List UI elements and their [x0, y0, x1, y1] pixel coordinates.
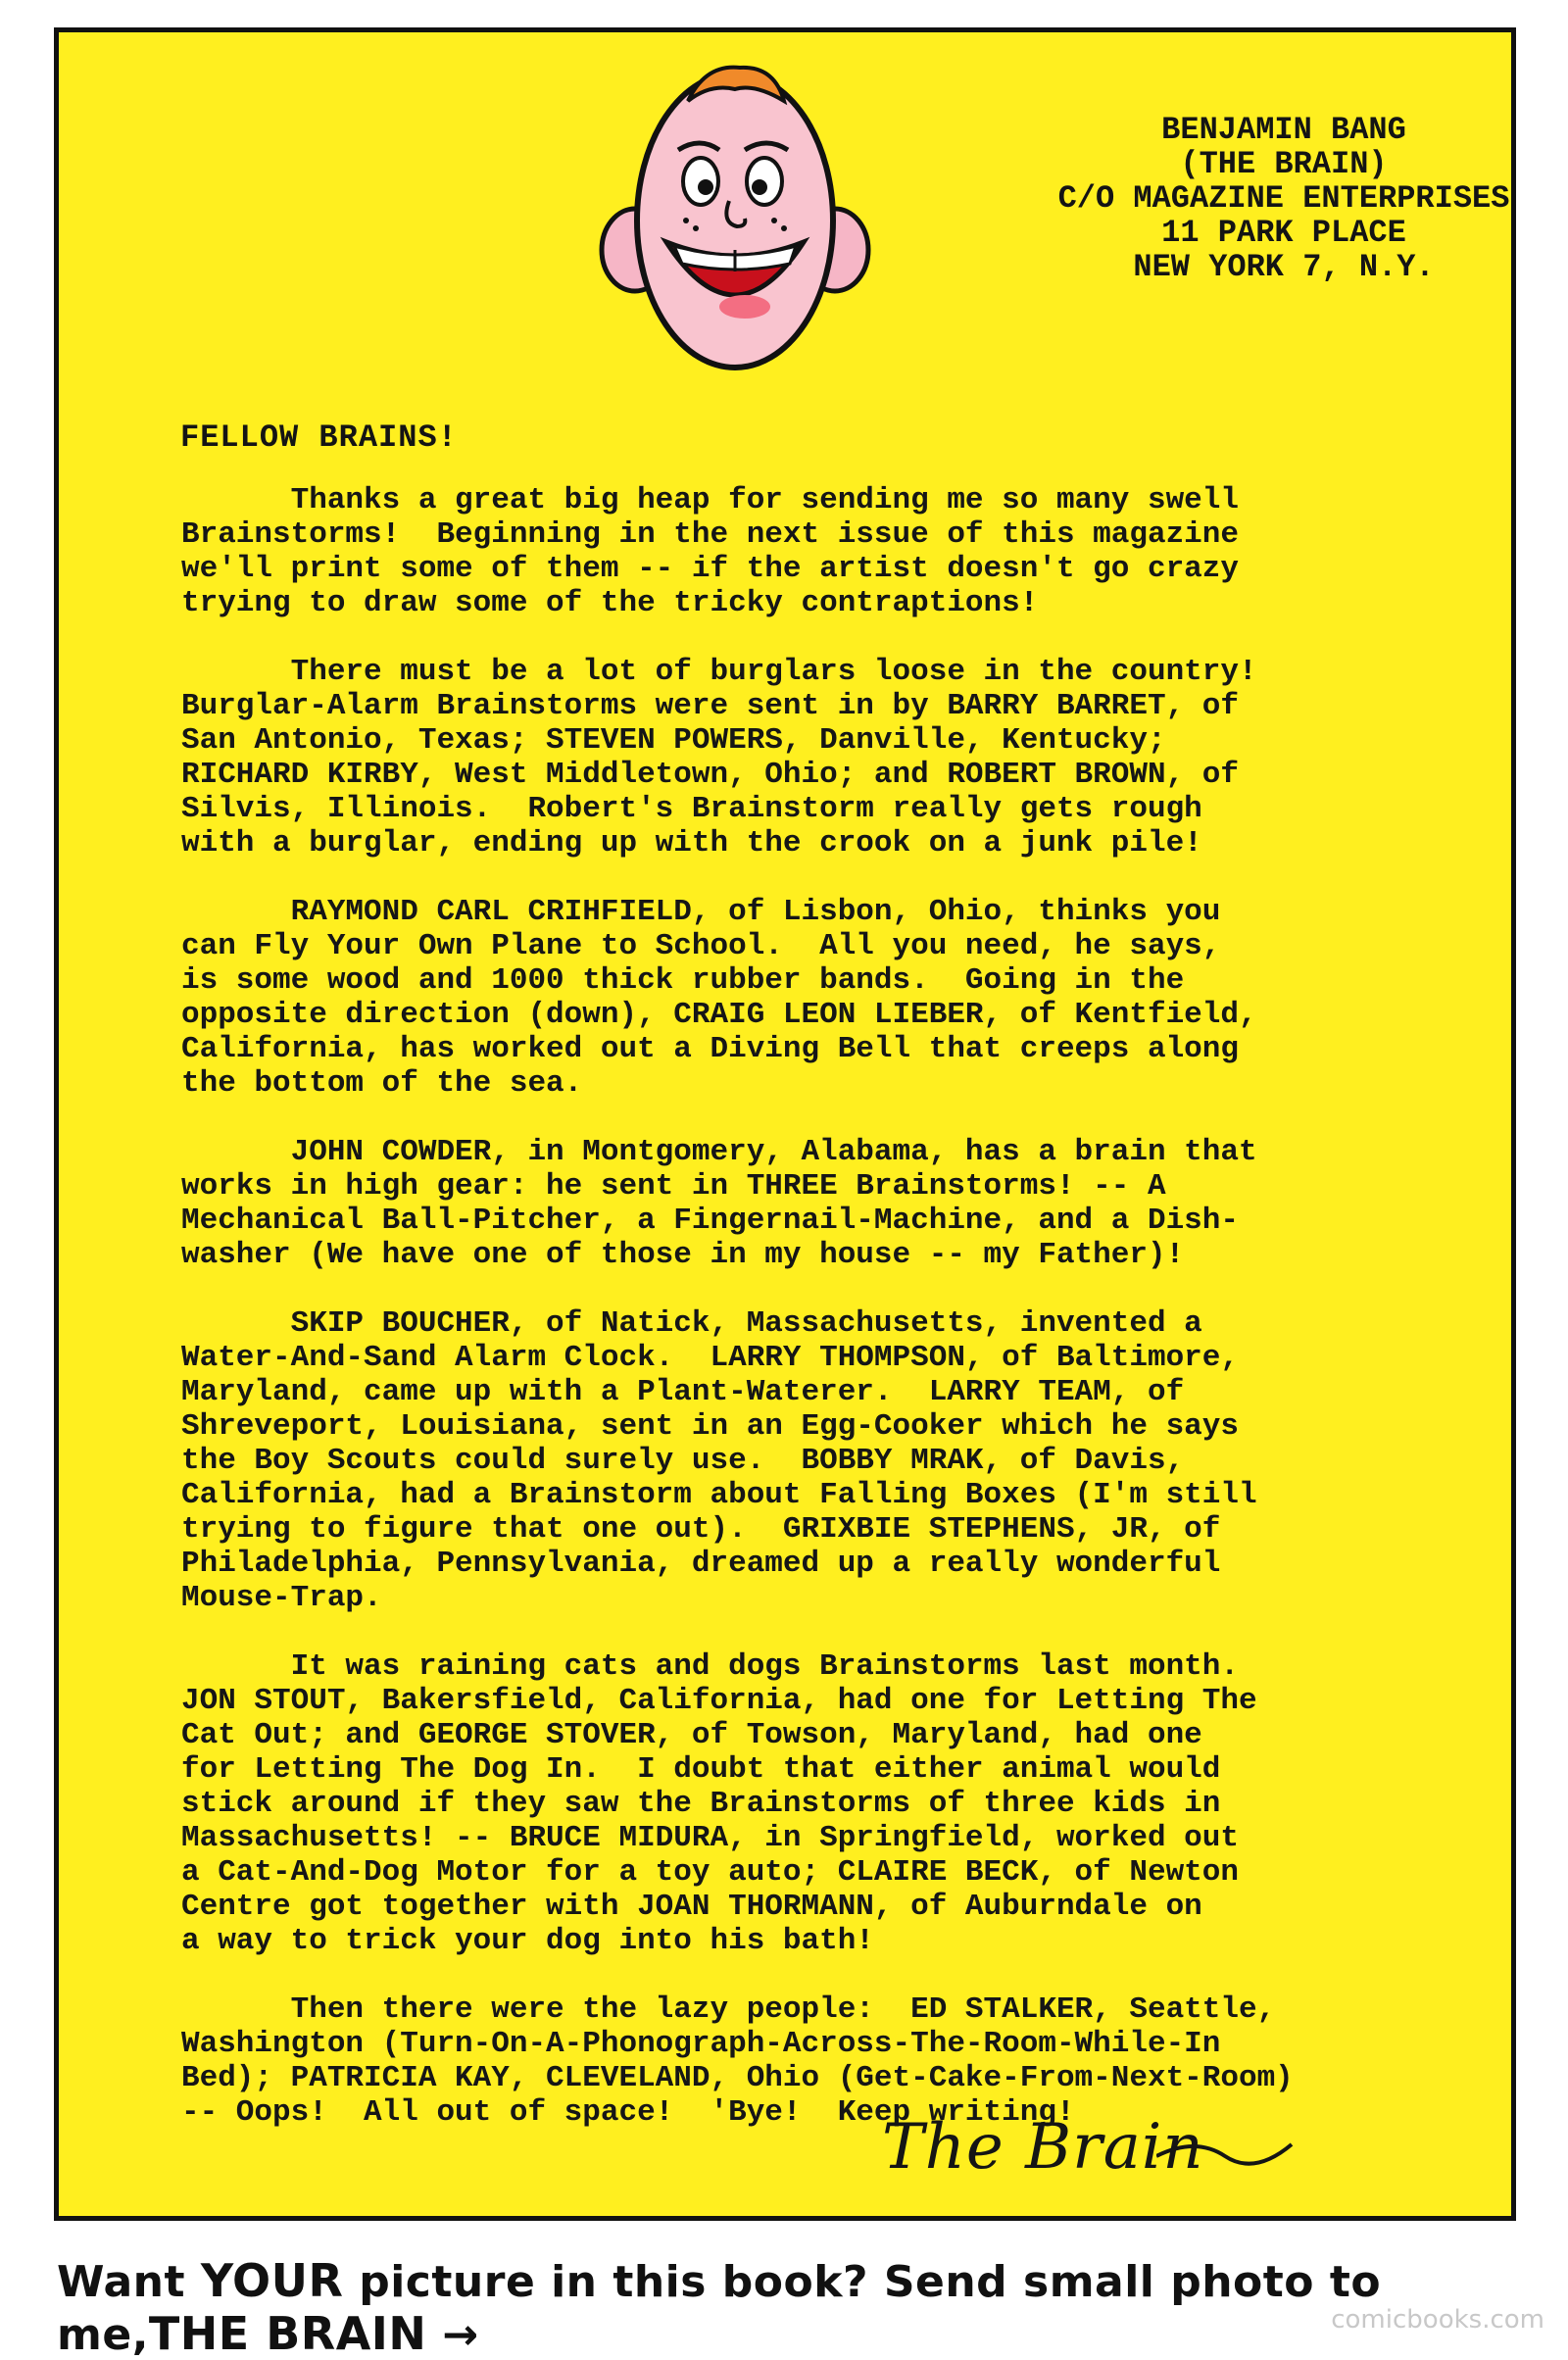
- signature-swash-icon: [1156, 2137, 1294, 2176]
- letter-paragraph: Thanks a great big heap for sending me so many swell Brainstorms! Beginning in the next issue of this magazine we'll print some of them -- if the artist doesn't go crazy trying to draw some of the tricky contraptions!: [181, 483, 1239, 620]
- mailing-address: [1009, 113, 1558, 284]
- letter-paragraph: SKIP BOUCHER, of Natick, Massachusetts, invented a Water-And-Sand Alarm Clock. LARRY THOMPSON, of Baltimore, Maryland, came up with a Plant-Waterer. LARRY TEAM, of Shreveport, Louisiana, sent in an Egg-Cooker which he says the Boy Scouts could surely use. BOBBY MRAK, of Davis, California, had a Brainstorm about Falling Boxes (I'm still trying to figure that one out). GRIXBIE STEPHENS, JR, of Philadelphia, Pennsylvania, dreamed up a really wonderful Mouse-Trap.: [181, 1306, 1257, 1615]
- watermark: comicbooks.com: [1331, 2305, 1544, 2335]
- letter-paragraph: Then there were the lazy people: ED STALKER, Seattle, Washington (Turn-On-A-Phonograph-Across-The-Room-While-In Bed); PATRICIA KAY, CLEVELAND, Ohio (Get-Cake-From-Next-Room) -- Oops! All out of space! 'Bye! Keep writing!: [181, 1992, 1294, 2130]
- letter-paragraph: RAYMOND CARL CRIHFIELD, of Lisbon, Ohio, thinks you can Fly Your Own Plane to School. All you need, he says, is some wood and 1000 thick rubber bands. Going in the opposite direction (down), CRAIG LEON LIEBER, of Kentfield, California, has worked out a Diving Bell that creeps along the bottom of the sea.: [181, 895, 1257, 1101]
- footer-middle: picture in this book? Send small photo to me,: [57, 2257, 1382, 2360]
- address-line: NEW YORK 7, N.Y.: [1133, 249, 1435, 285]
- letter-paragraph: JOHN COWDER, in Montgomery, Alabama, has a brain that works in high gear: he sent in THREE Brainstorms! -- A Mechanical Ball-Pitcher, a Fingernail-Machine, and a Dish- washer (We have one of those in my house -- my Father)!: [181, 1135, 1257, 1272]
- letter-salutation: FELLOW BRAINS!: [180, 419, 458, 456]
- signature: The Brain: [882, 2111, 1204, 2184]
- footer-prefix: Want: [57, 2257, 201, 2307]
- letter-paragraph: There must be a lot of burglars loose in the country! Burglar-Alarm Brainstorms were sent in by BARRY BARRET, of San Antonio, Texas; STEVEN POWERS, Danville, Kentucky; RICHARD KIRBY, West Middletown, Ohio; and ROBERT BROWN, of Silvis, Illinois. Robert's Brainstorm really gets rough with a burglar, ending up with the crook on a junk pile!: [181, 655, 1257, 860]
- letter-body: [181, 483, 1436, 2164]
- address-line: BENJAMIN BANG: [1161, 112, 1406, 148]
- footer-brain-name: THE BRAIN: [148, 2307, 427, 2360]
- footer-arrow: →: [426, 2310, 479, 2360]
- footer-emphasis: YOUR: [200, 2254, 344, 2307]
- address-line: (THE BRAIN): [1180, 146, 1388, 182]
- brain-mascot-face-icon: [598, 54, 872, 377]
- letter-paragraph: It was raining cats and dogs Brainstorms last month. JON STOUT, Bakersfield, California, had one for Letting The Cat Out; and GEORGE STOVER, of Towson, Maryland, had one for Letting The Dog In. I doubt that either animal would stick around if they saw the Brainstorms of three kids in Massachusetts! -- BRUCE MIDURA, in Springfield, worked out a Cat-And-Dog Motor for a toy auto; CLAIRE BECK, of Newton Centre got together with JOAN THORMANN, of Auburndale on a way to trick your dog into his bath!: [181, 1649, 1257, 1958]
- address-line: C/O MAGAZINE ENTERPRISES: [1057, 180, 1510, 217]
- address-line: 11 PARK PLACE: [1161, 215, 1406, 251]
